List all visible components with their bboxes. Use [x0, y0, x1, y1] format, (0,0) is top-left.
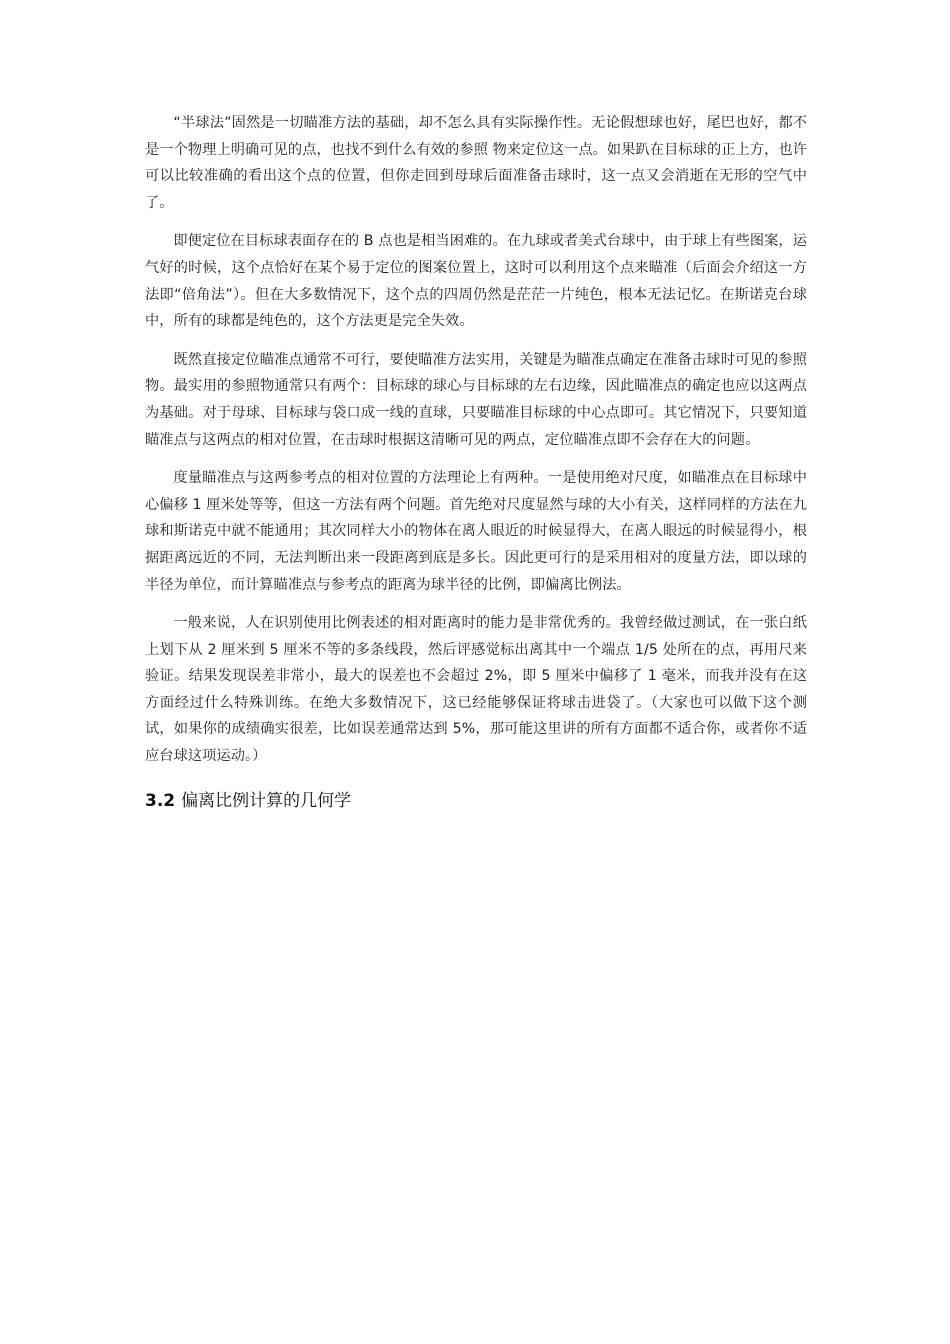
- paragraph-b-point: 即便定位在目标球表面存在的 B 点也是相当困难的。在九球或者美式台球中，由于球上有些图案，运气好的时候，这个点恰好在某个易于定位的图案位置上，这时可以利用这个点来瞄准（后面会介绍这一方法即“倍角法”）。但在大多数情况下，这个点的四周仍然是茫茫一片纯色，根本无法记忆。在斯诺克台球中，所有的球都是纯色的，这个方法更是完全失效。: [145, 233, 807, 330]
- section-number: 3.2: [145, 790, 176, 811]
- paragraph-measurement-methods: 度量瞄准点与这两参考点的相对位置的方法理论上有两种。一是使用绝对尺度，如瞄准点在目标球中心偏移 1 厘米处等等，但这一方法有两个问题。首先绝对尺度显然与球的大小有关，这样同样的方法在九球和斯诺克中就不能通用；其次同样大小的物体在离人眼近的时候显得大，在离人眼远的时候显得小，根据距离远近的不同，无法判断出来一段距离到底是多长。因此更可行的是采用相对的度量方法，即以球的半径为单位，而计算瞄准点与参考点的距离为球半径的比例，即偏离比例法。: [145, 470, 807, 593]
- section-title: 偏离比例计算的几何学: [181, 790, 352, 811]
- document-page: [145, 110, 807, 814]
- section-heading: [145, 788, 807, 814]
- paragraph-ratio-perception: 一般来说，人在识别使用比例表述的相对距离时的能力是非常优秀的。我曾经做过测试，在一张白纸上划下从 2 厘米到 5 厘米不等的多条线段，然后评感觉标出离其中一个端点 1/5 处所在的点，再用尺来验证。结果发现误差非常小，最大的误差也不会超过 2%，即 5 厘米中偏移了 1 毫米，而我并没有在这方面经过什么特殊训练。在绝大多数情况下，这已经能够保证将球击进袋了。（大家也可以做下这个测试，如果你的成绩确实很差，比如误差通常达到 5%，那可能这里讲的所有方面都不适合你，或者你不适应台球这项运动。）: [145, 615, 807, 765]
- paragraph-reference-points: 既然直接定位瞄准点通常不可行，要使瞄准方法实用，关键是为瞄准点确定在准备击球时可见的参照物。最实用的参照物通常只有两个：目标球的球心与目标球的左右边缘，因此瞄准点的确定也应以这两点为基础。对于母球、目标球与袋口成一线的直球，只要瞄准目标球的中心点即可。其它情况下，只要知道瞄准点与这两点的相对位置，在击球时根据这清晰可见的两点，定位瞄准点即不会存在大的问题。: [145, 351, 807, 448]
- paragraph-half-ball-method: “半球法”固然是一切瞄准方法的基础，却不怎么具有实际操作性。无论假想球也好，尾巴也好，都不是一个物理上明确可见的点，也找不到什么有效的参照 物来定位这一点。如果趴在目标球的正上方，也许可以比较准确的看出这个点的位置，但你走回到母球后面准备击球时，这一点又会消逝在无形的空气中了。: [145, 115, 807, 211]
